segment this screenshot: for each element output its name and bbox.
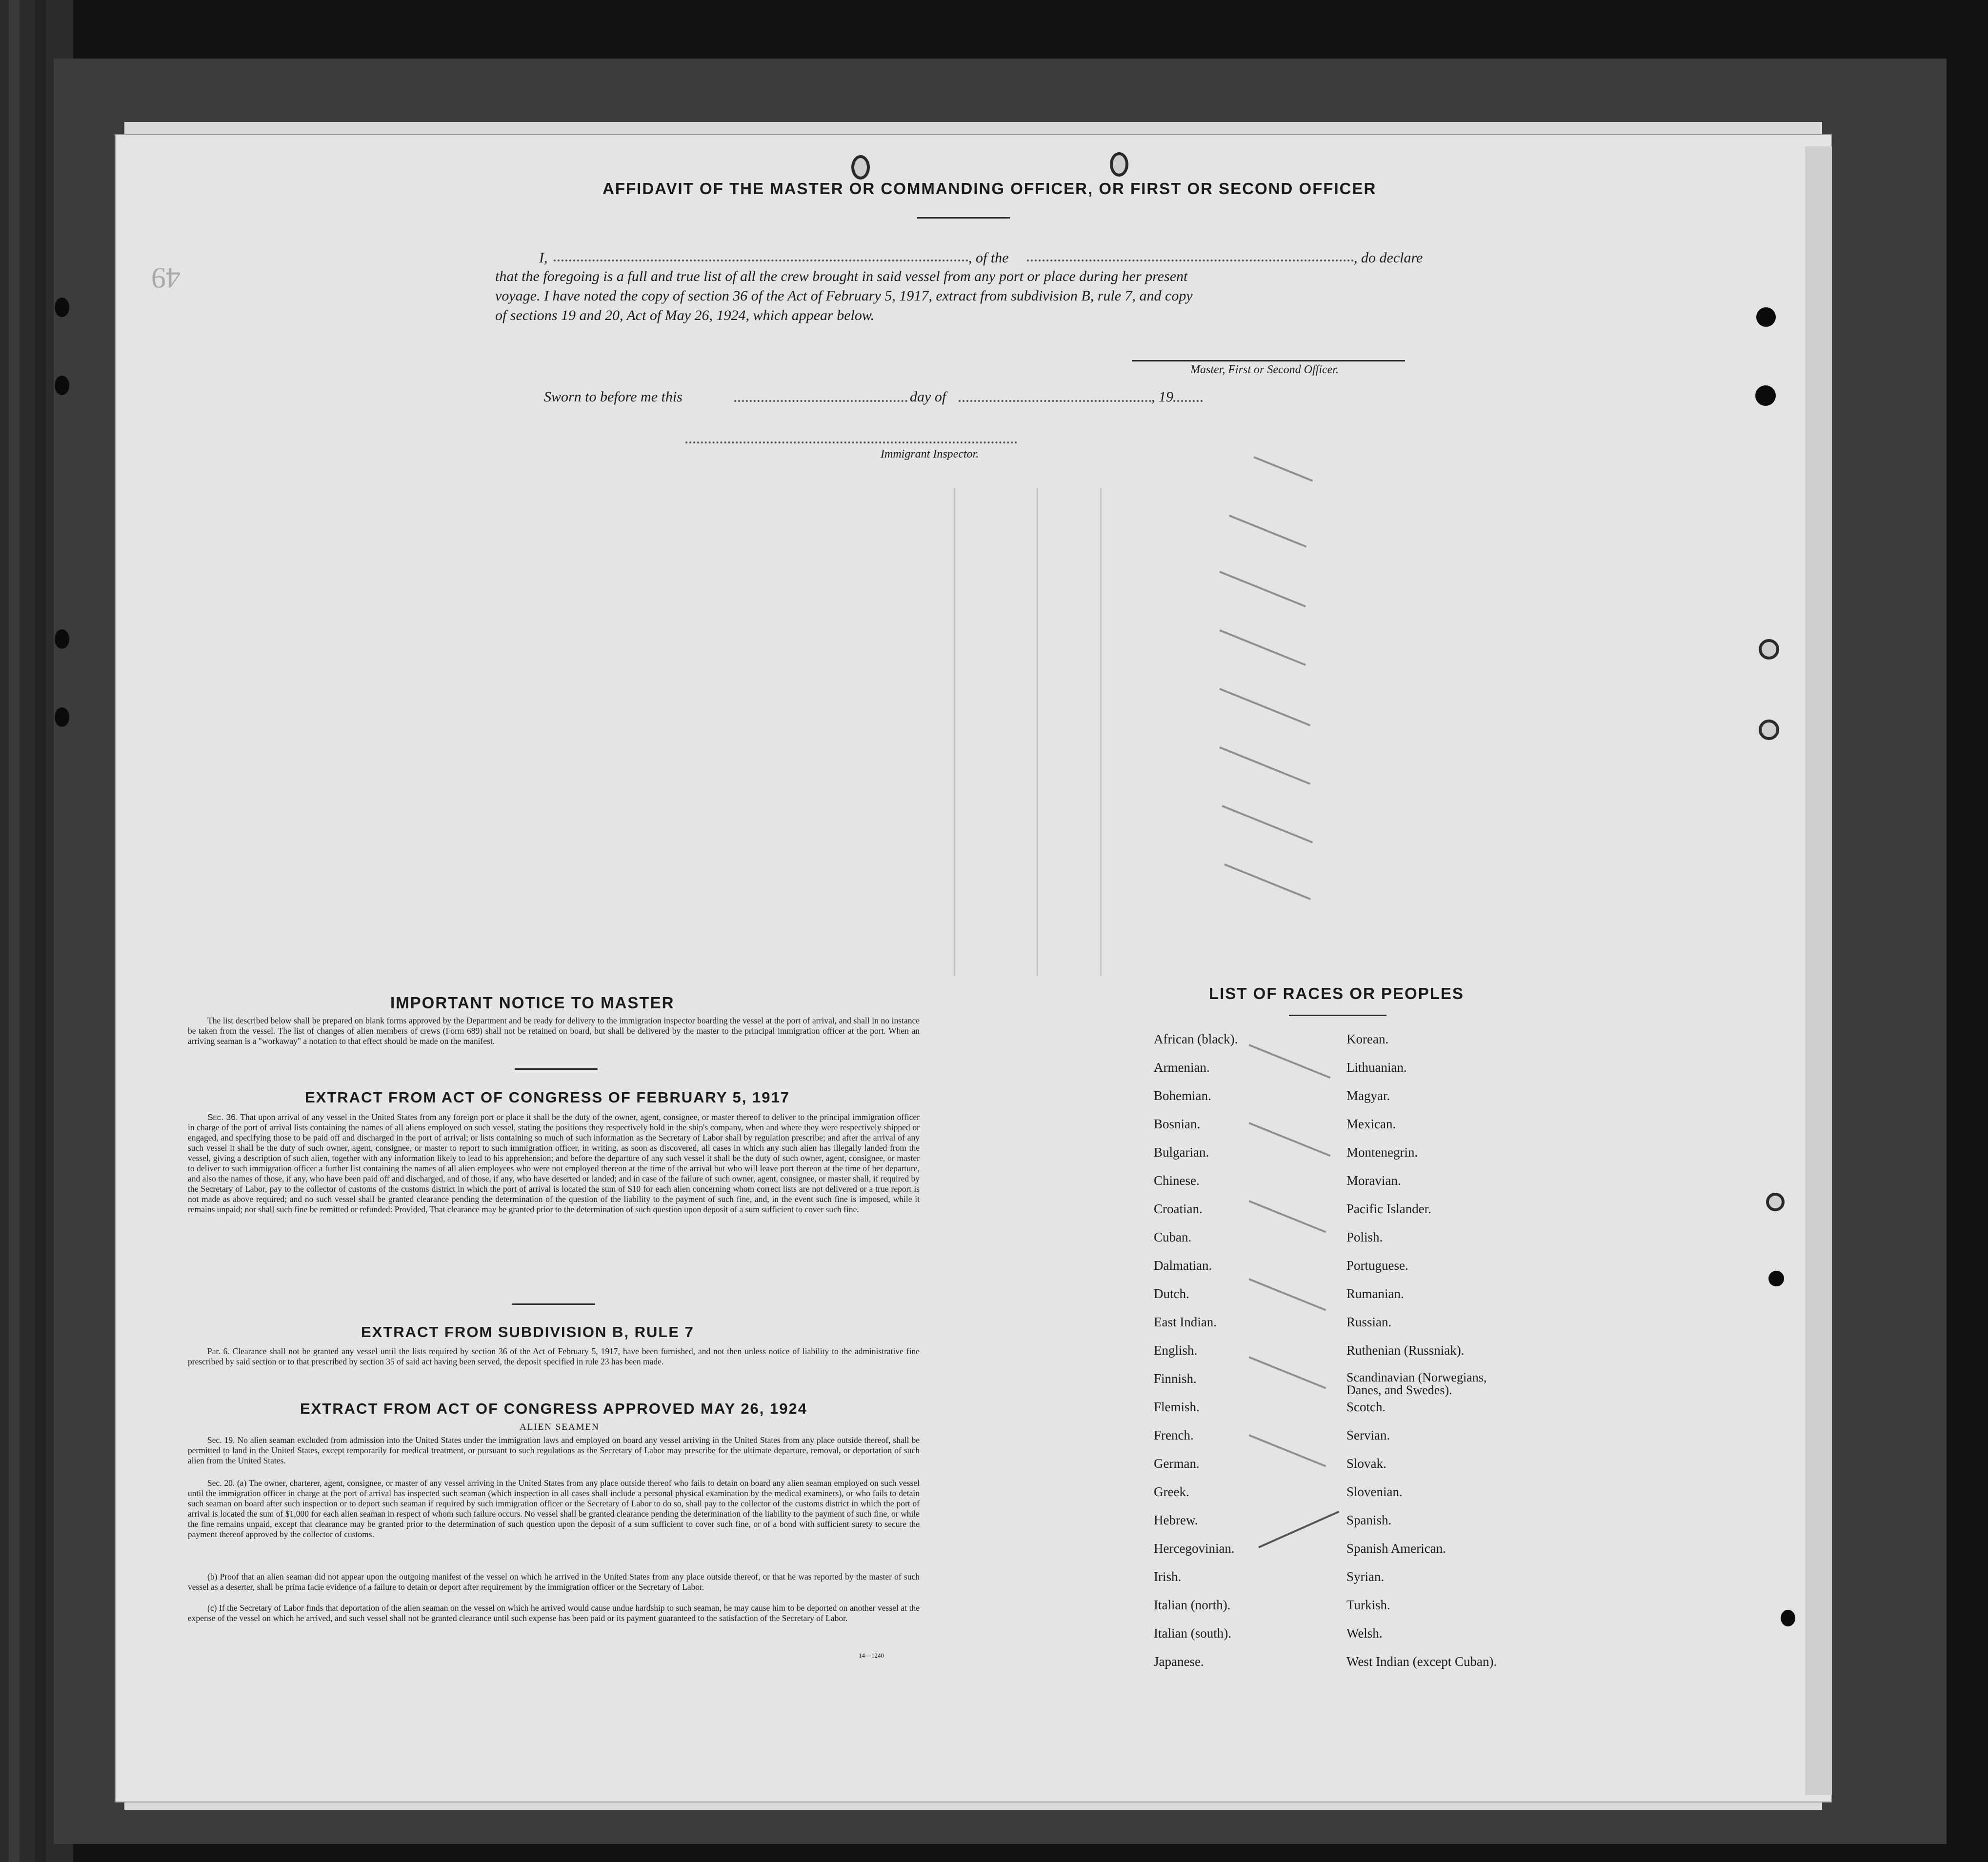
binder-edge	[9, 0, 20, 1862]
form-number: 14—1240	[859, 1652, 884, 1659]
race-item: Dalmatian.	[1154, 1258, 1212, 1273]
sec20b-body: (b) Proof that an alien seaman did not appear upon the outgoing manifest of the vessel on which he arrived in the United States from any place outside thereof, or that he was reported by the master of such vessel as a deserter, shall be prima facie evidence of a failure to detain or deport after requirement by the immigration officer or the Secretary of Labor.	[188, 1572, 920, 1592]
race-item: Portuguese.	[1346, 1258, 1408, 1273]
day-of-label: day of	[910, 389, 946, 405]
binder-hole	[1759, 720, 1779, 740]
sec20a-body: Sec. 20. (a) The owner, charterer, agent, consignee, or master of any vessel arriving in the United States from any place outside thereof who fails to detain on board any alien seaman employed on such vessel until the immigration officer in charge at the port of arrival has inspected such seaman (which inspection in all cases shall include a personal physical examination by the medical examiners), or who fails to detain such seaman on board after such inspection or to deport such seaman if required by such immigration officer or the Secretary of Labor to do so, shall pay to the collector of the customs district in which the port of arrival is located the sum of $1,000 for each alien seaman in respect of whom such failure occurs. No vessel shall be granted clearance pending the determination of the liability to the payment of such fine, or while the fine remains unpaid, except that clearance may be granted prior to the determination of such question upon the deposit of a sum sufficient to cover such fine, or of a bond with sufficient surety to secure the payment thereof approved by the collector of customs.	[188, 1478, 920, 1539]
year-blank[interactable]	[1173, 400, 1203, 402]
binder-edge	[35, 0, 46, 1862]
sworn-label: Sworn to before me this	[544, 389, 683, 405]
race-item: African (black).	[1154, 1032, 1238, 1046]
race-item: Slovak.	[1346, 1456, 1386, 1471]
signature-label: Master, First or Second Officer.	[1190, 363, 1339, 376]
page-right-edge	[1805, 146, 1832, 1795]
race-item: Turkish.	[1346, 1598, 1390, 1612]
section-number: Sec. 36.	[207, 1112, 238, 1122]
affidavit-line: of sections 19 and 20, Act of May 26, 1924, which appear below.	[495, 307, 875, 323]
binder-hole	[1755, 385, 1776, 406]
race-item: German.	[1154, 1456, 1200, 1471]
sec19-body: Sec. 19. No alien seaman excluded from admission into the United States under the immigration laws and employed on board any vessel arriving in the United States from any place outside thereof, shall be permitted to land in the United States, except temporarily for medical treatment, or pursuant to such regulations as the Secretary of Labor may prescribe for the ultimate departure, removal, or deportation of such alien from the United States.	[188, 1435, 920, 1465]
race-item: West Indian (except Cuban).	[1346, 1654, 1497, 1669]
race-item: Magyar.	[1346, 1088, 1390, 1103]
section-text: That upon arrival of any vessel in the United States from any foreign port or place it shall be the duty of the owner, agent, consignee, or master thereof to deliver to the principal immigration officer in charge of the port of arrival lists containing the names of all aliens employed on such vessel, stating the positions they respectively hold in the ship's company, when and where they were respectively shipped or engaged, and specifying those to be paid off and discharged in the port of arrival; or lists containing so much of such information as the Secretary of Labor shall by regulation prescribe; and after the arrival of any such vessel it shall be the duty of such owner, agent, consignee, or master to report to such immigration officer, in writing, as soon as discovered, all cases in which any such alien has illegally landed from the vessel, giving a description of such alien, together with any information likely to lead to his apprehension; and before the departure of any such vessel it shall be the duty of such owner, agent, consignee, or master to deliver to such immigration officer a further list containing the names of all alien employees who were not employed thereon at the time of the arrival but who will leave port thereon at the time of her departure, and also the names of those, if any, who have been paid off and discharged, and of those, if any, who have deserted or landed; and in case of the failure of such owner, agent, consignee, or master shall, if required by the Secretary of Labor, pay to the collector of customs of the customs district in which the port of arrival is located the sum of $10 for each alien concerning whom correct lists are not delivered or a true report is not made as above required; and no such vessel shall be granted clearance pending the determination of the question of the liability to the payment of such fine, and, in the event such fine is imposed, while it remains unpaid; nor shall such fine be remitted or refunded: Provided, That clearance may be granted prior to the determination of such question upon deposit of a sum sufficient to cover such fine.	[188, 1112, 920, 1214]
name-blank[interactable]	[554, 260, 968, 261]
extract-1924-subtitle: ALIEN SEAMEN	[520, 1422, 600, 1432]
show-through-rule	[954, 488, 955, 976]
race-item: Scandinavian (Norwegians, Danes, and Swedes).	[1346, 1370, 1487, 1397]
sec20c-body: (c) If the Secretary of Labor finds that deportation of the alien seaman on the vessel on which he arrived would cause undue hardship to such seaman, he may cause him to be deported on another vessel at the expense of the vessel on which he arrived, and such vessel shall not be granted clearance until such expense has been paid or its payment guaranteed to the satisfaction of the Secretary of Labor.	[188, 1603, 920, 1623]
extract-rule7-body: Par. 6. Clearance shall not be granted any vessel until the lists required by section 36 of the Act of February 5, 1917, have been furnished, and not then unless notice of liability to the administrative fine prescribed by said section or to that prescribed by section 35 of said act having been served, the deposit specified in rule 23 has been made.	[188, 1346, 920, 1366]
show-through-rule	[1037, 488, 1038, 976]
race-item: Croatian.	[1154, 1201, 1203, 1216]
extract-1917-title: EXTRACT FROM ACT OF CONGRESS OF FEBRUARY 5, 1917	[305, 1089, 790, 1106]
race-item: Irish.	[1154, 1569, 1182, 1584]
race-item: Welsh.	[1346, 1626, 1383, 1641]
race-item: Bosnian.	[1154, 1117, 1201, 1131]
binder-hole	[1759, 639, 1779, 660]
race-item: Italian (north).	[1154, 1598, 1231, 1612]
race-item: Pacific Islander.	[1346, 1201, 1431, 1216]
binder-hole	[55, 629, 69, 649]
margin-numerals: 49	[151, 262, 181, 294]
title-underline	[917, 217, 1010, 219]
title-underline	[1289, 1015, 1386, 1016]
race-item: English.	[1154, 1343, 1198, 1358]
binder-hole	[55, 376, 69, 395]
binder-hole	[1768, 1271, 1784, 1286]
race-item: Moravian.	[1346, 1173, 1401, 1188]
race-item: Armenian.	[1154, 1060, 1210, 1075]
binder-hole	[1781, 1610, 1795, 1626]
race-item: Chinese.	[1154, 1173, 1200, 1188]
race-item: Montenegrin.	[1346, 1145, 1418, 1160]
race-item: Lithuanian.	[1346, 1060, 1407, 1075]
sworn-month-blank[interactable]	[959, 400, 1151, 402]
binder-hole	[1756, 307, 1776, 327]
race-item: Japanese.	[1154, 1654, 1204, 1669]
show-through-rule	[1100, 488, 1102, 976]
race-item: Polish.	[1346, 1230, 1383, 1244]
binder-hole	[1766, 1193, 1785, 1211]
section-divider	[512, 1303, 595, 1305]
vessel-blank[interactable]	[1027, 260, 1354, 261]
race-item: Hebrew.	[1154, 1513, 1198, 1527]
binder-hole	[55, 298, 69, 317]
race-item: Dutch.	[1154, 1286, 1189, 1301]
race-item: Flemish.	[1154, 1400, 1200, 1414]
race-item: Bulgarian.	[1154, 1145, 1209, 1160]
race-item: Spanish.	[1346, 1513, 1392, 1527]
affidavit-i-label: I,	[539, 250, 548, 266]
affidavit-title: AFFIDAVIT OF THE MASTER OR COMMANDING OFFICER, OR FIRST OR SECOND OFFICER	[602, 180, 1377, 198]
race-item: Bohemian.	[1154, 1088, 1211, 1103]
race-item: Ruthenian (Russniak).	[1346, 1343, 1465, 1358]
document-page	[115, 134, 1832, 1802]
affidavit-line: that the foregoing is a full and true list of all the crew brought in said vessel from any port or place during her present	[495, 268, 1188, 284]
section-divider	[515, 1068, 598, 1070]
race-item: Slovenian.	[1346, 1484, 1403, 1499]
race-item: Korean.	[1346, 1032, 1389, 1046]
binder-hole	[1110, 152, 1128, 177]
extract-rule7-title: EXTRACT FROM SUBDIVISION B, RULE 7	[361, 1323, 694, 1341]
race-item: Cuban.	[1154, 1230, 1192, 1244]
inspector-signature-line[interactable]	[685, 441, 1017, 443]
signature-line[interactable]	[1132, 360, 1405, 361]
sworn-day-blank[interactable]	[734, 400, 907, 402]
affidavit-declare-label: , do declare	[1354, 250, 1423, 266]
extract-1917-body	[188, 1112, 920, 1215]
affidavit-of-the-label: , of the	[968, 250, 1009, 266]
race-item: Mexican.	[1346, 1117, 1396, 1131]
notice-body: The list described below shall be prepared on blank forms approved by the Department and be ready for delivery to the immigration inspector boarding the vessel at the port of arrival, and shall in no instance be taken from the vessel. The list of changes of alien members of crews (Form 689) shall not be retained on board, but shall be delivered by the master to the principal immigration officer at the port. When an arriving seaman is a "workaway" a notation to that effect should be made on the manifest.	[188, 1016, 920, 1046]
inspector-label: Immigrant Inspector.	[881, 448, 979, 460]
race-item: Spanish American.	[1346, 1541, 1446, 1556]
race-item: East Indian.	[1154, 1315, 1217, 1329]
race-item: Hercegovinian.	[1154, 1541, 1235, 1556]
affidavit-line: voyage. I have noted the copy of section 36 of the Act of February 5, 1917, extract from subdivision B, rule 7, and copy	[495, 288, 1193, 304]
year-label: , 19	[1151, 389, 1173, 405]
extract-1924-title: EXTRACT FROM ACT OF CONGRESS APPROVED MAY 26, 1924	[300, 1400, 807, 1417]
race-item: Finnish.	[1154, 1371, 1197, 1386]
binder-hole	[55, 707, 69, 727]
race-item: Servian.	[1346, 1428, 1390, 1442]
races-title: LIST OF RACES OR PEOPLES	[1209, 984, 1464, 1002]
race-item: Italian (south).	[1154, 1626, 1231, 1641]
race-item: Greek.	[1154, 1484, 1189, 1499]
binder-hole	[851, 155, 870, 180]
race-item: Rumanian.	[1346, 1286, 1404, 1301]
race-item: Scotch.	[1346, 1400, 1386, 1414]
race-item: Russian.	[1346, 1315, 1392, 1329]
notice-title: IMPORTANT NOTICE TO MASTER	[390, 994, 675, 1012]
race-item: French.	[1154, 1428, 1194, 1442]
race-item: Syrian.	[1346, 1569, 1385, 1584]
